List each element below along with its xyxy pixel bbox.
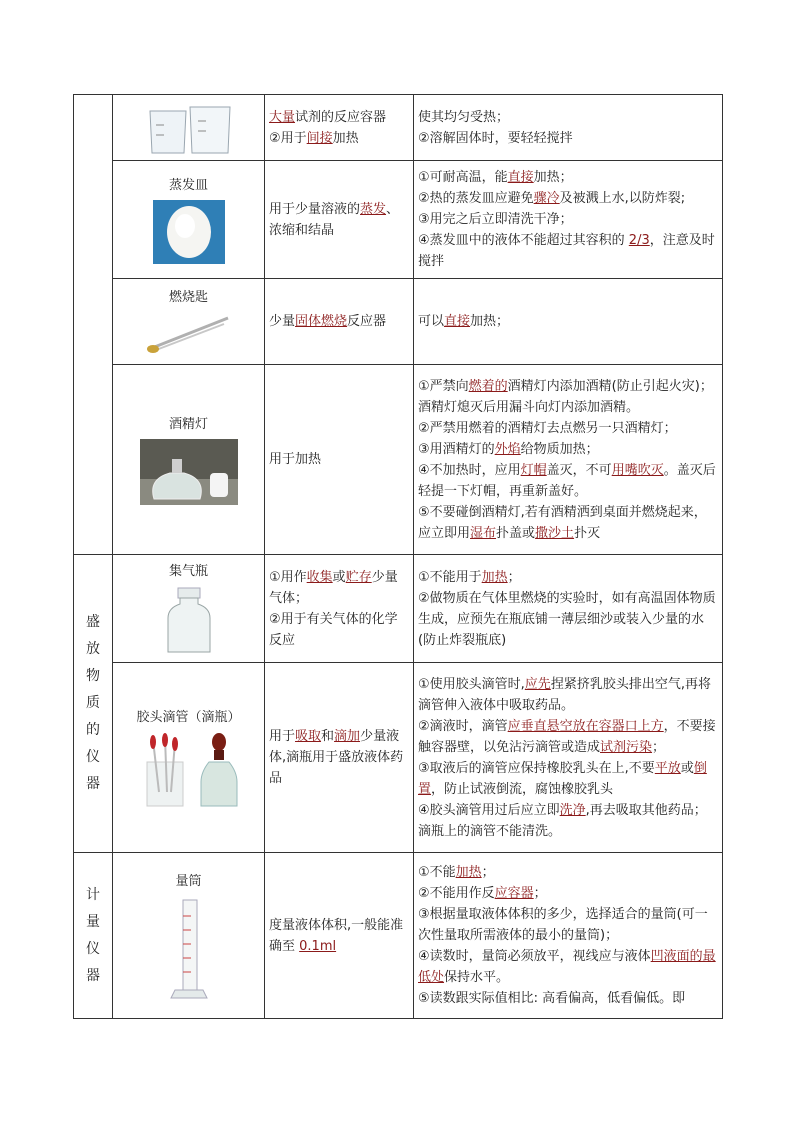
alcohol-lamp-image	[140, 439, 238, 505]
instrument-name: 量筒	[175, 873, 202, 889]
text-segment: 给物质加热；	[520, 441, 599, 457]
text-segment: ；	[481, 865, 495, 880]
text-segment: ②溶解固体时，要轻轻搅拌	[418, 130, 573, 146]
category-char: 仪	[86, 940, 100, 957]
note-item	[418, 209, 718, 230]
category-char: 量	[86, 913, 100, 930]
text-segment: 加热	[332, 130, 359, 146]
keyword-text: 洗净	[559, 802, 586, 818]
notes-cell	[414, 161, 723, 279]
use-cell	[265, 555, 414, 663]
text-segment: 、浓缩和结晶	[269, 201, 400, 238]
text-segment: 及被溅上水,以防炸裂;	[559, 191, 686, 206]
category-cell-heating	[74, 95, 113, 555]
note-item	[418, 311, 718, 332]
use-cell	[265, 279, 414, 365]
text-segment: 用于加热	[269, 452, 322, 467]
note-item	[418, 758, 718, 800]
notes-cell	[414, 365, 723, 555]
text-segment: ①可耐高温，能	[418, 170, 508, 185]
evaporating-dish-image	[153, 200, 225, 264]
text-segment: ③根据量取液体体积的多少，选择适合的量筒(可一次性量取所需液体的最小的量筒)；	[418, 907, 708, 943]
instrument-cell	[113, 161, 265, 279]
text-segment: ，注意及时搅拌	[418, 233, 715, 269]
text-segment: 盖灭，不可	[546, 462, 612, 478]
graduated-cylinder-image	[167, 896, 211, 1000]
category-cell-measure	[74, 853, 113, 1019]
table-row	[74, 279, 723, 365]
table-row	[74, 555, 723, 663]
keyword-text: 试剂污染	[600, 739, 653, 755]
keyword-text: 滴加	[334, 729, 361, 744]
text-segment: ②不能用作反	[418, 886, 495, 901]
category-char: 计	[86, 886, 100, 903]
note-item	[418, 439, 718, 460]
text-segment: ①严禁向	[418, 378, 469, 394]
keyword-text: 用嘴吹灭	[611, 462, 664, 478]
instrument-cell	[113, 279, 265, 365]
table-row	[74, 95, 723, 161]
note-item	[418, 107, 718, 128]
keyword-text: 固体燃烧	[295, 314, 348, 329]
category-char: 物	[86, 668, 100, 684]
text-segment: ①不能	[418, 865, 456, 880]
category-char: 器	[86, 776, 100, 792]
use-cell	[265, 853, 414, 1019]
category-char: 仪	[86, 749, 100, 765]
text-segment: ③取液后的滴管应保持橡胶乳头在上,不要	[418, 760, 655, 776]
keyword-text: 骤冷	[533, 191, 560, 206]
gas-jar-image	[164, 586, 214, 656]
text-segment: ②做物质在气体里燃烧的实验时，如有高温固体物质生成，应预先在瓶底铺一薄层细沙或装入少量的水(防止炸裂瓶底)	[418, 590, 716, 648]
text-segment: 酒精灯内添加酒精(防止引起火灾)；酒精灯熄灭后用漏斗向灯内添加酒精。	[418, 378, 713, 415]
keyword-text: 湿布	[470, 525, 497, 541]
text-segment: ①用作	[269, 569, 307, 585]
category-char: 盛	[86, 614, 100, 630]
note-item	[418, 588, 718, 651]
text-segment: ；	[652, 739, 666, 755]
note-item	[418, 988, 718, 1009]
keyword-text: 灯帽	[520, 462, 547, 478]
instrument-name: 集气瓶	[168, 563, 208, 579]
text-segment: ②滴液时，滴管	[418, 718, 508, 734]
dropper-image	[137, 732, 241, 808]
keyword-text: 平放	[654, 760, 681, 776]
text-segment: 或	[680, 760, 694, 776]
keyword-text: 加热	[481, 569, 508, 585]
notes-cell	[414, 853, 723, 1019]
instrument-name: 蒸发皿	[168, 177, 208, 193]
keyword-text: 直接	[507, 170, 534, 185]
note-item	[418, 188, 718, 209]
keyword-text: 倒置	[418, 760, 707, 797]
table-row	[74, 853, 723, 1019]
note-item	[418, 716, 718, 758]
text-segment: 用于	[269, 729, 296, 744]
text-segment: ①不能用于	[418, 569, 482, 585]
text-segment: ⑤读数跟实际值相比: 高看偏高，低看偏低。即	[418, 991, 686, 1006]
text-segment: 或	[332, 569, 346, 585]
keyword-text: 直接	[444, 314, 471, 329]
notes-cell	[414, 663, 723, 853]
use-cell	[265, 663, 414, 853]
note-item	[418, 418, 718, 439]
category-cell-storage	[74, 555, 113, 853]
text-segment: ④不加热时，应用	[418, 462, 521, 478]
text-segment: ③用酒精灯的	[418, 441, 495, 457]
text-segment: 少量	[269, 314, 296, 329]
notes-cell	[414, 95, 723, 161]
text-segment: ①使用胶头滴管时,	[418, 676, 525, 692]
text-segment: 使其均匀受热；	[418, 109, 510, 125]
text-segment: 度量液体体积,一般能准确至	[269, 917, 404, 954]
use-cell	[265, 161, 414, 279]
text-segment: 加热；	[470, 314, 510, 329]
text-segment: ,再去吸取其他药品；滴瓶上的滴管不能清洗。	[418, 802, 707, 839]
note-item	[418, 904, 718, 946]
use-cell	[265, 95, 414, 161]
note-item	[418, 567, 718, 588]
note-item	[418, 800, 718, 842]
text-segment: ；	[533, 886, 547, 901]
keyword-text: 贮存	[345, 569, 372, 585]
text-segment: ⑤不要碰倒酒精灯,若有酒精洒到桌面并燃烧起来，应立即用	[418, 504, 707, 541]
instrument-name: 酒精灯	[168, 416, 208, 432]
note-item	[418, 128, 718, 149]
combustion-spoon-image	[144, 312, 234, 356]
category-char: 质	[86, 695, 100, 711]
instrument-cell	[113, 663, 265, 853]
note-item	[418, 502, 718, 544]
text-segment: 捏紧挤乳胶头排出空气,再将滴管伸入液体中吸取药品。	[418, 676, 711, 713]
text-segment: ，不要接触容器壁，以免沾污滴管或造成	[418, 718, 716, 755]
text-segment: ②用于	[269, 130, 307, 146]
category-char: 放	[86, 641, 100, 657]
notes-cell	[414, 279, 723, 365]
text-segment: 保持水平。	[444, 970, 510, 985]
text-segment: 少量气体；	[269, 569, 398, 606]
keyword-text: 收集	[306, 569, 333, 585]
instrument-cell	[113, 853, 265, 1019]
text-segment: ③用完之后立即清洗干净；	[418, 212, 573, 227]
instrument-table	[73, 94, 723, 1019]
use-cell	[265, 365, 414, 555]
keyword-text: 外焰	[494, 441, 521, 457]
instrument-cell	[113, 365, 265, 555]
text-segment: ②严禁用燃着的酒精灯去点燃另一只酒精灯；	[418, 420, 677, 436]
keyword-text: 加热	[455, 865, 482, 880]
keyword-text: 应容器	[494, 886, 534, 901]
keyword-text: 间接	[306, 130, 333, 146]
keyword-text: 应先	[524, 676, 551, 692]
note-item	[418, 674, 718, 716]
text-segment: 反应器	[347, 314, 387, 329]
table-row	[74, 365, 723, 555]
keyword-text: 应垂直悬空放在容器口上方	[507, 718, 664, 734]
note-item	[418, 230, 718, 272]
instrument-name: 胶头滴管（滴瓶）	[136, 709, 241, 725]
text-segment: ④蒸发皿中的液体不能超过其容积的	[418, 233, 629, 248]
category-char: 的	[86, 722, 100, 738]
text-segment: 可以	[418, 314, 445, 329]
instrument-cell	[113, 555, 265, 663]
keyword-text: 0.1ml	[299, 938, 337, 954]
beaker-image	[146, 103, 232, 157]
keyword-text: 凹液面的最低处	[418, 949, 716, 985]
text-segment: 试剂的反应容器	[295, 109, 387, 125]
instrument-name: 燃烧匙	[168, 289, 208, 305]
notes-cell	[414, 555, 723, 663]
text-segment: 扑盖或	[496, 525, 536, 541]
text-segment: 少量液体,滴瓶用于盛放液体药品	[269, 729, 404, 786]
note-item	[418, 376, 718, 418]
keyword-text: 撒沙土	[535, 525, 575, 541]
text-segment: ②热的蒸发皿应避免	[418, 191, 534, 206]
keyword-text: 燃着的	[468, 378, 508, 394]
text-segment: ②用于有关气体的化学反应	[269, 611, 398, 648]
text-segment: ，防止试液倒流，腐蚀橡胶乳头	[431, 781, 614, 797]
note-item	[418, 460, 718, 502]
text-segment: 扑灭	[574, 525, 601, 541]
text-segment: 加热；	[533, 170, 573, 185]
note-item	[418, 946, 718, 988]
text-segment: ；	[507, 569, 521, 585]
instrument-cell	[113, 95, 265, 161]
table-row	[74, 663, 723, 853]
text-segment: ④读数时，量筒必须放平，视线应与液体	[418, 949, 651, 964]
category-char: 器	[86, 967, 100, 984]
text-segment: ④胶头滴管用过后应立即	[418, 802, 560, 818]
keyword-text: 蒸发	[360, 201, 387, 217]
table-row	[74, 161, 723, 279]
text-segment: 和	[321, 729, 335, 744]
keyword-text: 吸取	[295, 729, 322, 744]
note-item	[418, 862, 718, 883]
keyword-text: 大量	[269, 109, 296, 125]
text-segment: 用于少量溶液的	[269, 201, 361, 217]
note-item	[418, 883, 718, 904]
note-item	[418, 167, 718, 188]
text-segment: 。盖灭后轻提一下灯帽，再重新盖好。	[418, 462, 716, 499]
keyword-text: 2/3	[628, 233, 650, 248]
